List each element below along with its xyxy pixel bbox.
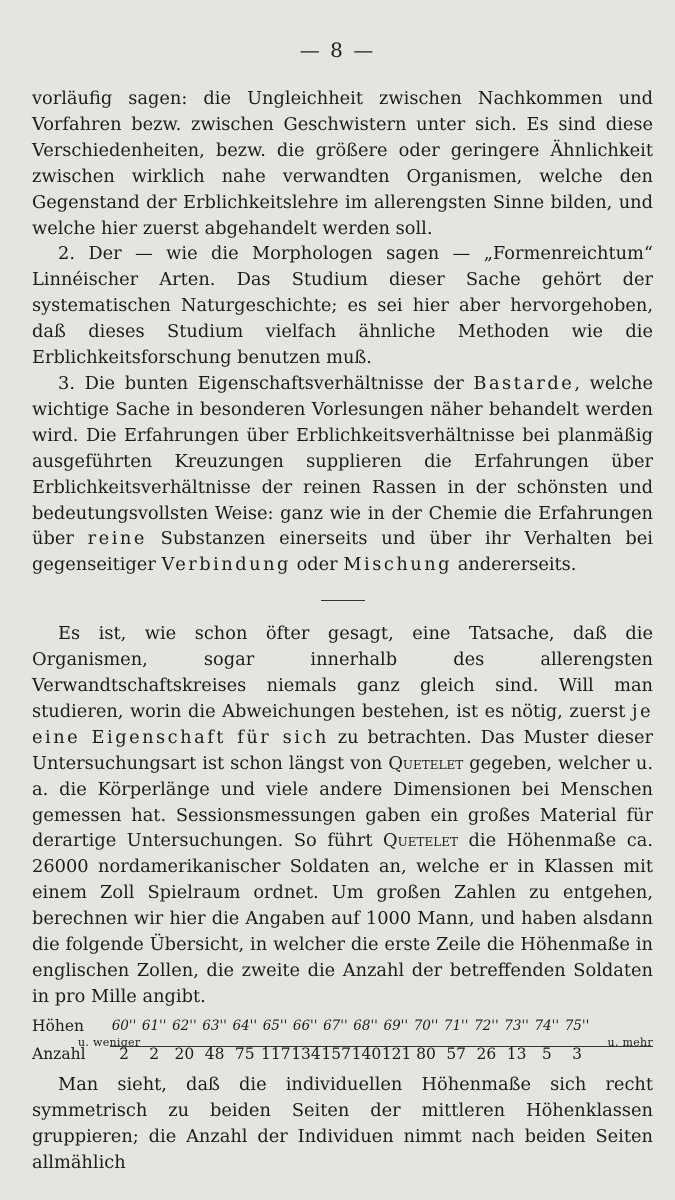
height-value: 66'' [292, 1017, 318, 1034]
count-value: 57 [446, 1044, 467, 1063]
height-value: 67'' [323, 1017, 348, 1034]
spaced-emphasis: Bastarde [473, 372, 575, 394]
paragraph-item-2: 2. Der — wie die Morphologen sagen — „Formenreichtum“ Linnéischer Arten. Das Studium dieser Sache gehört der systematischen Naturgeschichte; es sei hier aber hervorgehoben, daß dieses Studium vielfach ähnliche Methoden wie die Erblichkeitsforschung benutzen muß. [32, 243, 653, 369]
height-value: 68'' [353, 1017, 378, 1034]
text-run: Es ist, wie schon öfter gesagt, eine Tatsache, daß die Organismen, sogar innerhalb des allerengsten Verwandtschaftskreises niemals ganz gleich sind. Will man studieren, worin die Abweichungen bestehen, ist es nötig, zuerst [32, 623, 653, 722]
count-value: 2 [149, 1044, 160, 1063]
text-run: Substanzen einerseits und über ihr Verhalten bei gegenseitiger [32, 528, 653, 576]
count-value: 48 [204, 1044, 225, 1063]
count-value: 75 [234, 1044, 255, 1063]
count-value: 80 [416, 1044, 436, 1063]
more-note: u. mehr [607, 1035, 653, 1049]
height-value: 69'' [383, 1017, 409, 1034]
page-number: — 8 — [299, 38, 376, 62]
count-value: 26 [476, 1044, 497, 1063]
count-value: 157 [321, 1044, 351, 1063]
height-value: 65'' [262, 1017, 288, 1034]
height-value: 62'' [172, 1017, 197, 1034]
text-run: gegeben, welcher u. a. die Körperlänge und viele andere Dimensionen bei Menschen gemessen hat. Sessionsmessungen gaben ein großes Material für derartige Untersuchungen. So führt [32, 752, 653, 852]
count-value: 117 [261, 1044, 291, 1063]
height-value: 73'' [504, 1017, 529, 1034]
paragraph-quetelet [32, 621, 653, 1010]
page-body [32, 86, 653, 1175]
paragraph-conclusion: Man sieht, daß die individuellen Höhenmaße sich recht symmetrisch zu beiden Seiten der mittleren Höhenklassen gruppieren; die Anzahl der Individuen nimmt nach beiden Seiten allmählich [32, 1073, 653, 1173]
count-value: 121 [381, 1044, 412, 1063]
count-row-label: Anzahl [32, 1044, 86, 1063]
count-value: 140 [351, 1044, 382, 1063]
text-run: , welche wichtige Sache in besonderen Vorlesungen näher behandelt werden wird. Die Erfahrungen über Erblichkeitsverhältnisse bei planmäßig ausgeführten Kreuzungen supplieren die Erfahrungen über Erblichkeitsverhältnisse der reinen Rassen in der schönsten und bedeutungsvollsten Weise: ganz wie in der Chemie die Erfahrungen über [32, 372, 653, 550]
count-value: 3 [572, 1044, 582, 1063]
section-divider [321, 600, 365, 601]
author-name: Quetelet [383, 830, 458, 852]
less-note: u. weniger [78, 1035, 141, 1049]
spaced-emphasis: Verbindung [161, 554, 291, 576]
height-table [32, 1014, 653, 1072]
count-value: 20 [174, 1044, 195, 1063]
height-value: 60'' [111, 1017, 137, 1034]
height-value: 70'' [413, 1017, 439, 1034]
text-run: die Höhenmaße ca. 26000 nordamerikanischer Soldaten an, welche er in Klassen mit einem Zoll Spielraum ordnet. Um großen Zahlen zu entgehen, berechnen wir hier die Angaben auf 1000 Mann, und haben alsdann die folgende Übersicht, in welcher die erste Zeile die Höhenmaße in englischen Zollen, die zweite die Anzahl der betreffenden Soldaten in pro Mille angibt. [32, 830, 653, 1007]
height-row-label: Höhen [32, 1016, 84, 1035]
count-value: 13 [506, 1044, 527, 1063]
height-value: 74'' [534, 1017, 560, 1034]
height-value: 63'' [202, 1017, 227, 1034]
paragraph-continuation: vorläufig sagen: die Ungleichheit zwischen Nachkommen und Vorfahren bezw. zwischen Geschwistern unter sich. Es sind diese Verschiedenheiten, bezw. die größere oder geringere Ähnlichkeit zwischen wirklich nahe verwandten Organismen, welche den Gegenstand der Erblichkeitslehre im allerengsten Sinne bilden, und welche hier zuerst abgehandelt werden soll. [32, 88, 653, 239]
height-value: 64'' [232, 1017, 258, 1034]
paragraph-item-3 [32, 371, 653, 578]
count-value: 134 [291, 1044, 321, 1063]
spaced-emphasis: Mischung [343, 554, 453, 576]
text-run: andererseits. [452, 554, 577, 576]
author-name: Quetelet [388, 752, 464, 774]
text-run: zu betrachten. Das Muster dieser Untersuchungsart ist schon längst von [32, 726, 653, 774]
spaced-emphasis: reine [87, 528, 147, 550]
height-value: 71'' [443, 1017, 469, 1034]
height-value: 75'' [564, 1017, 590, 1034]
height-value: 61'' [141, 1017, 167, 1034]
height-value: 72'' [474, 1017, 499, 1034]
count-value: 5 [541, 1044, 552, 1063]
text-run: 3. Die bunten Eigenschaftsverhältnisse der [58, 372, 474, 394]
count-value: 2 [119, 1044, 129, 1063]
text-run: oder [290, 554, 344, 576]
spaced-emphasis: je eine Eigenschaft für sich [32, 700, 653, 748]
